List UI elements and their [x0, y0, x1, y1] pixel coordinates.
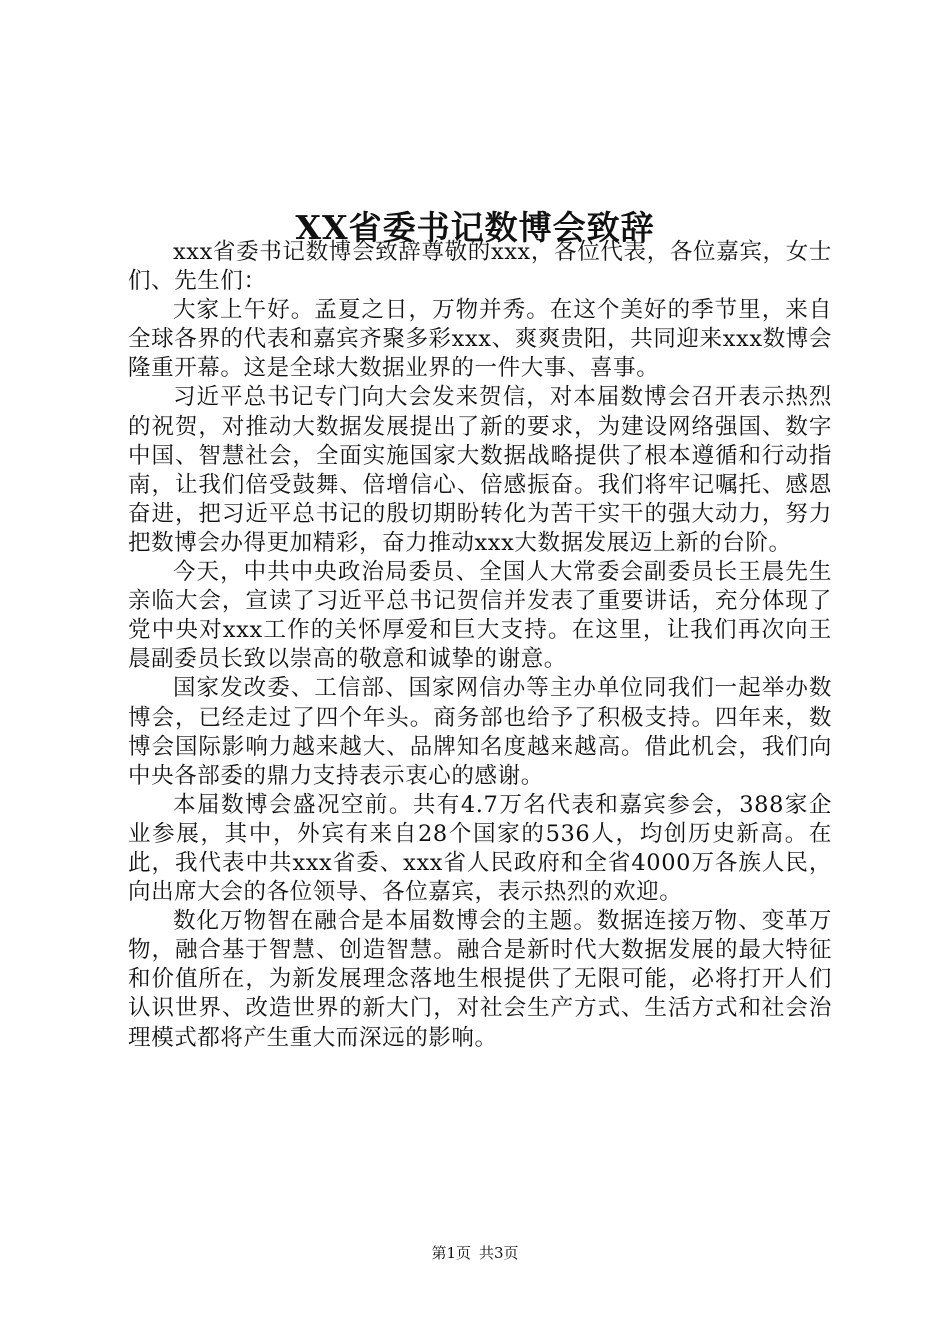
paragraph-congratulatory-letter: 习近平总书记专门向大会发来贺信，对本届数博会召开表示热烈的祝贺，对推动大数据发展提出了新的要求，为建设网络强国、数字中国、智慧社会，全面实施国家大数据战略提供了根本遵循和行动指南，让我们倍受鼓舞、倍增信心、倍感振奋。我们将牢记嘱托、感恩奋进，把习近平总书记的殷切期盼转化为苦干实干的强大动力，努力把数博会办得更加精彩，奋力推动xxx大数据发展迈上新的台阶。 — [128, 384, 832, 556]
paragraph-greeting: 大家上午好。孟夏之日，万物并秀。在这个美好的季节里，来自全球各界的代表和嘉宾齐聚多彩xxx、爽爽贵阳，共同迎来xxx数博会隆重开幕。这是全球大数据业界的一件大事、喜事。 — [128, 297, 832, 382]
paragraph-salutation: xxx省委书记数博会致辞尊敬的xxx，各位代表，各位嘉宾，女士们、先生们： — [128, 239, 832, 295]
document-body — [128, 238, 832, 1053]
paragraph-leader-attendance: 今天，中共中央政治局委员、全国人大常委会副委员长王晨先生亲临大会，宣读了习近平总书记贺信并发表了重要讲话，充分体现了党中央对xxx工作的关怀厚爱和巨大支持。在这里，让我们再次向王晨副委员长致以崇高的敬意和诚挚的谢意。 — [128, 559, 832, 673]
paragraph-attendance-stats: 本届数博会盛况空前。共有4.7万名代表和嘉宾参会，388家企业参展，其中，外宾有来自28个国家的536人，均创历史新高。在此，我代表中共xxx省委、xxx省人民政府和全省4000万各族人民，向出席大会的各位领导、各位嘉宾，表示热烈的欢迎。 — [128, 791, 832, 906]
page-total: 共3页 — [479, 1244, 519, 1262]
paragraph-theme: 数化万物智在融合是本届数博会的主题。数据连接万物、变革万物，融合基于智慧、创造智慧。融合是新时代大数据发展的最大特征和价值所在，为新发展理念落地生根提供了无限可能，必将打开人们认识世界、改造世界的新大门，对社会生产方式、生活方式和社会治理模式都将产生重大而深远的影响。 — [128, 908, 832, 1051]
page-footer — [0, 1243, 950, 1263]
paragraph-organizers: 国家发改委、工信部、国家网信办等主办单位同我们一起举办数博会，已经走过了四个年头。商务部也给予了积极支持。四年来，数博会国际影响力越来越大、品牌知名度越来越高。借此机会，我们向中央各部委的鼎力支持表示衷心的感谢。 — [128, 675, 832, 789]
document-title: XX省委书记数博会致辞 — [295, 208, 655, 248]
page-number: 第1页 — [431, 1244, 471, 1262]
